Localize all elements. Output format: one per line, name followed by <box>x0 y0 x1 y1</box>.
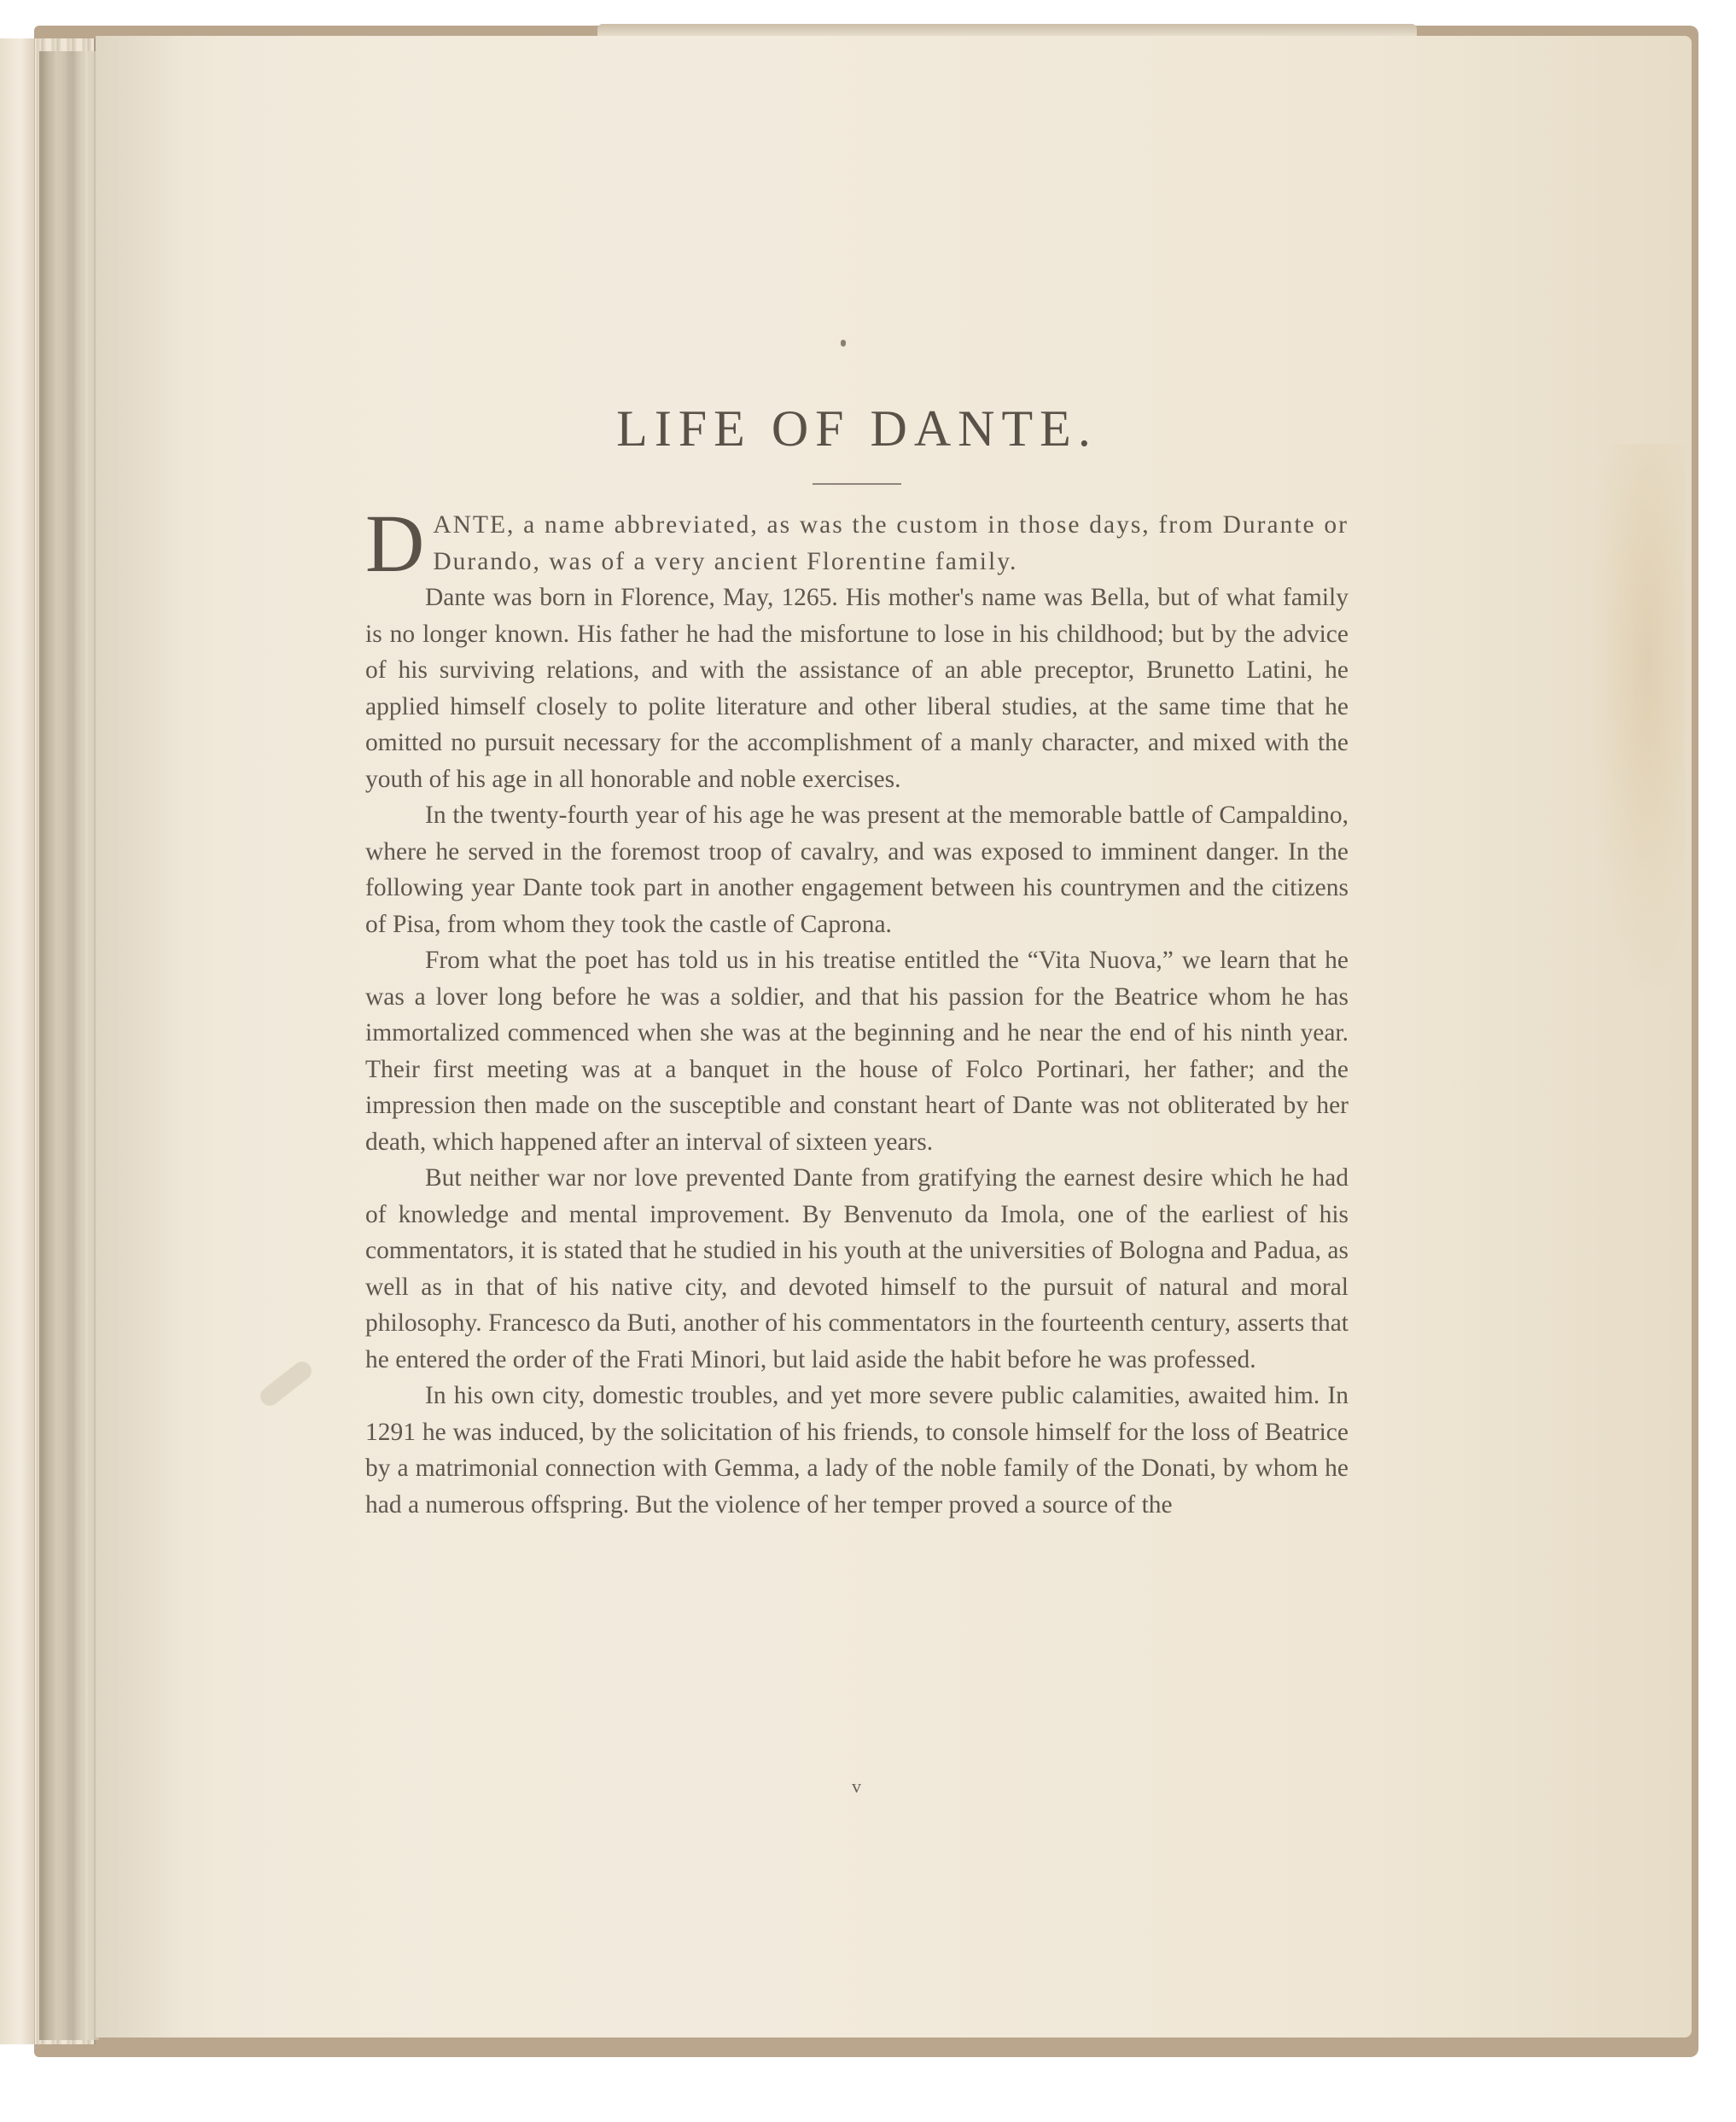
gutter-shadow <box>96 36 317 2037</box>
paragraph-1 <box>365 498 1349 589</box>
paragraph-5: But neither war nor love prevented Dante from gratifying the earnest desire which he had of knowledge and mental improvement. By Benvenuto da Imola, one of the earliest of his commentators, it is stated that he studied in his youth at the universities of Bologna and Padua, as well as in that of his native city, and devoted himself to the pursuit of natural and moral philosophy. Francesco da Buti, another of his commentators in the fourteenth century, asserts that he entered the order of the Frati Minori, but laid aside the habit before he was professed. <box>365 1164 1349 1373</box>
spine-binding <box>39 51 99 2040</box>
page-title: LIFE OF DANTE. <box>616 400 1098 457</box>
drop-cap: D <box>365 498 425 589</box>
page-number: v <box>852 1775 861 1797</box>
paper-stain <box>1591 444 1685 990</box>
paragraph-6: In his own city, domestic troubles, and yet more severe public calamities, awaited him. In 1291 he was induced, by the solicitation of his friends, to console himself for the loss of Beatrice by a matrimonial connection with Gemma, a lady of the noble family of the Donati, by whom he had a numerous offspring. But the violence of her temper proved a source of the <box>365 1382 1349 1519</box>
title-rule <box>813 483 901 485</box>
text-block <box>365 394 1349 1523</box>
paragraph-2: Dante was born in Florence, May, 1265. His mother's name was Bella, but of what family is no longer known. His father he had the misfortune to lose in his childhood; but by the advice of his surviving relations, and with the assistance of an able preceptor, Brunetto Latini, he applied himself closely to polite literature and other liberal studies, at the same time that he omitted no pursuit necessary for the accomplishment of a manly character, and mixed with the youth of his age in all honorable and noble exercises. <box>365 584 1349 793</box>
left-page-flap <box>0 38 35 2044</box>
paragraph-4: From what the poet has told us in his treatise entitled the “Vita Nuova,” we learn that he was a lover long before he was a soldier, and that his passion for the Beatrice whom he has immortalized commenced when she was at the beginning and he near the end of his ninth year. Their first meeting was at a banquet in the house of Folco Portinari, her father; and the impression then made on the susceptible and constant heart of Dante was not obliterated by her death, which happened after an interval of sixteen years. <box>365 947 1349 1156</box>
ornament-dot <box>841 340 846 347</box>
paragraph-3: In the twenty-fourth year of his age he was present at the memorable battle of Campaldino, where he served in the foremost troop of cavalry, and was exposed to imminent danger. In the following year Dante took part in another engagement between his countrymen and the citizens of Pisa, from whom they took the castle of Caprona. <box>365 802 1349 938</box>
paragraph-1-text: ANTE, a name abbreviated, as was the custom in those days, from Durante or Durando, was of a very ancient Florentine family. <box>433 511 1349 575</box>
